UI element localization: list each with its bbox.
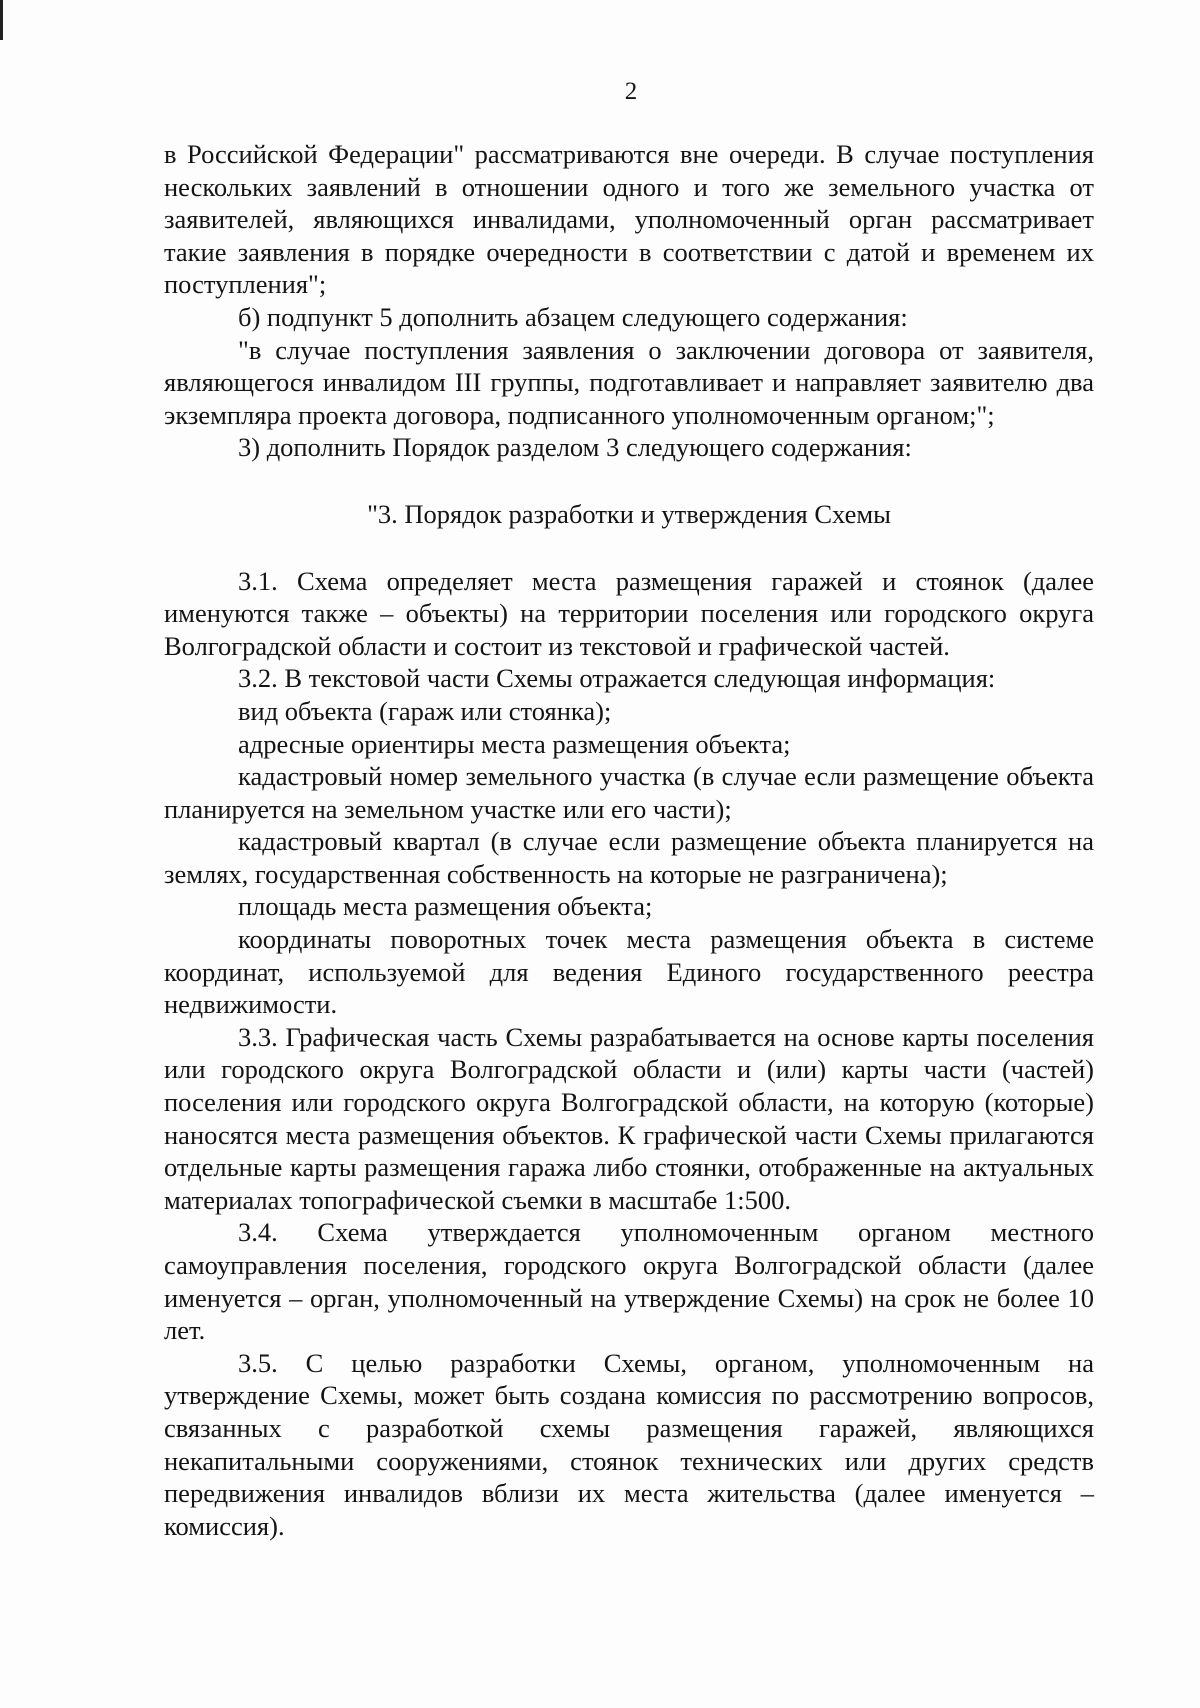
paragraph: кадастровый номер земельного участка (в случае если размещение объекта планируется на земельном участке или его части); (164, 761, 1094, 824)
paragraph: 3.4. Схема утверждается уполномоченным органом местного самоуправления поселения, городского округа Волгоградской области (далее именуется – орган, уполномоченный на утверждение Схемы) на срок не более 10 лет. (164, 1217, 1094, 1346)
paragraph: адресные ориентиры места размещения объекта; (238, 728, 791, 759)
paragraph: вид объекта (гараж или стоянка); (238, 695, 612, 726)
paragraph: 3) дополнить Порядок разделом 3 следующего содержания: (238, 432, 912, 463)
paragraph: 3.5. С целью разработки Схемы, органом, уполномоченным на утверждение Схемы, может быть создана комиссия по рассмотрению вопросов, связанных с разработкой схемы размещения гаражей, являющихся некапитальными сооружениями, стоянок технических или других средств передвижения инвалидов вблизи их места жительства (далее именуется – комиссия). (164, 1347, 1094, 1541)
page-number: 2 (624, 78, 638, 105)
paragraph: б) подпункт 5 дополнить абзацем следующего содержания: (238, 301, 908, 332)
paragraph: 3.3. Графическая часть Схемы разрабатывается на основе карты поселения или городского округа Волгоградской области и (или) карты части (частей) поселения или городского округа Волгоградской области, на которую (которые) наносятся места размещения объектов. К графической части Схемы прилагаются отдельные карты размещения гаража либо стоянки, отображенные на актуальных материалах топографической съемки в масштабе 1:500. (164, 1021, 1094, 1215)
paragraph: "в случае поступления заявления о заключении договора от заявителя, являющегося инвалидом III группы, подготавливает и направляет заявителю два экземпляра проекта договора, подписанного уполномоченным органом;"; (164, 334, 1094, 430)
paragraph: кадастровый квартал (в случае если размещение объекта планируется на землях, государственная собственность на которые не разграничена); (164, 826, 1094, 889)
paragraph: координаты поворотных точек места размещения объекта в системе координат, используемой для ведения Единого государственного реестра недвижимости. (164, 924, 1094, 1020)
paragraph: в Российской Федерации" рассматриваются вне очереди. В случае поступления нескольких заявлений в отношении одного и того же земельного участка от заявителей, являющихся инвалидами, уполномоченный орган рассматривает такие заявления в порядке очередности в соответствии с датой и временем их поступления"; (164, 139, 1094, 300)
document-body (164, 138, 1094, 1542)
scan-edge-mark (0, 0, 3, 40)
paragraph: 3.1. Схема определяет места размещения гаражей и стоянок (далее именуются также – объекты) на территории поселения или городского округа Волгоградской области и состоит из текстовой и графической частей. (164, 565, 1094, 661)
paragraph: площадь места размещения объекта; (238, 891, 653, 922)
paragraph: 3.2. В текстовой части Схемы отражается следующая информация: (238, 663, 996, 694)
section-heading: "3. Порядок разработки и утверждения Схемы (367, 498, 891, 529)
